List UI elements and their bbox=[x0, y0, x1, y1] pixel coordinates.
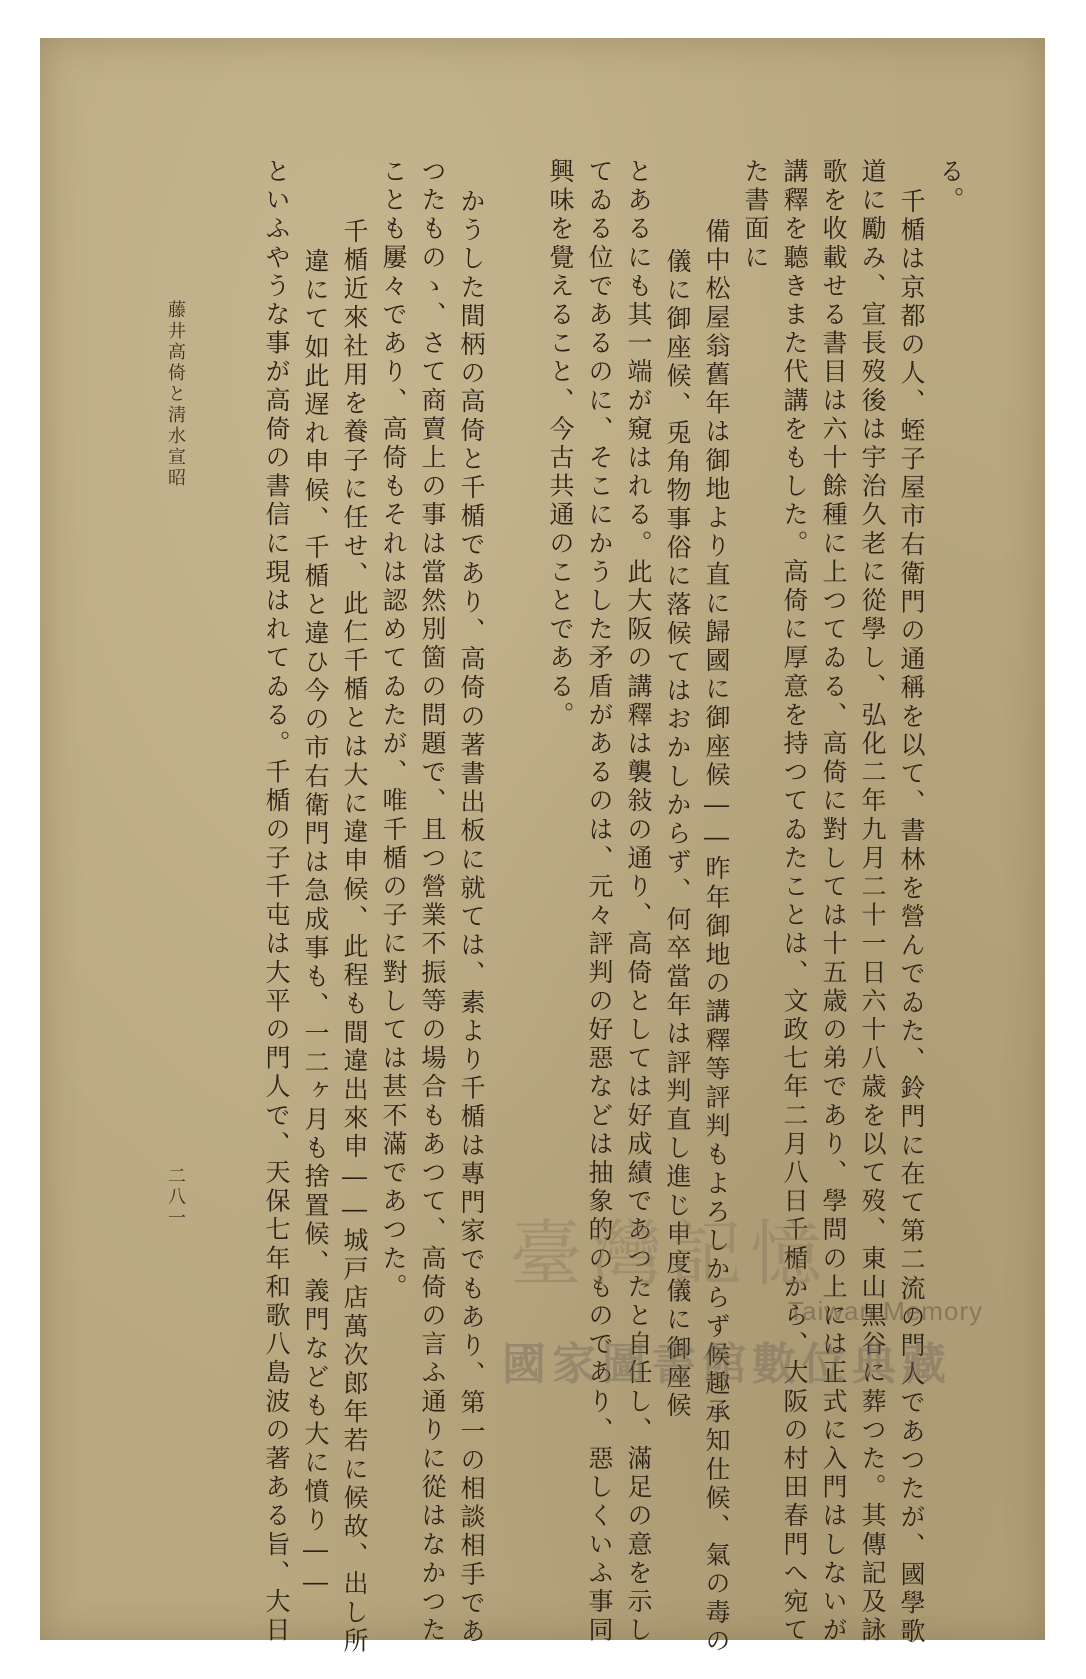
text-column: 歌を收載せる書目は六十餘種に上つてゐる、高倚に對しては十五歳の弟であり、學問の上には正式に入門はしないが bbox=[819, 158, 848, 1646]
watermark-english: Taiwan Memory bbox=[788, 1296, 984, 1326]
text-column: た書面に bbox=[741, 158, 770, 273]
text-column: 興味を覺えること、今古共通のことである。 bbox=[546, 158, 575, 730]
page-number: 二八一 bbox=[165, 1166, 186, 1229]
text-column: てゐる位であるのに、そこにかうした矛盾があるのは、元々評判の好惡などは抽象的のものであり、惡しくいふ事同 bbox=[585, 158, 614, 1646]
text-column: とあるにも其一端が窺はれる。此大阪の講釋は襲敍の通り、高倚としては好成績であつたと自任し、滿足の意を示し bbox=[624, 158, 653, 1646]
text-column: 違にて如此遅れ申候、千楯と違ひ今の市右衛門は急成事も、一二ヶ月も捨置候、義門なども大に憤り―― bbox=[301, 248, 330, 1601]
text-column: 道に勵み、宣長歿後は宇治久老に從學し、弘化二年九月二十一日六十八歳を以て歿、東山黒谷に葬つた。其傳記及詠 bbox=[858, 158, 887, 1646]
text-column: つたものゝ、さて商賣上の事は當然別箇の問題で、且つ營業不振等の場合もあつて、高倚の言ふ通りに從はなかつた bbox=[418, 158, 447, 1646]
text-column: 備中松屋翁舊年は御地より直に歸國に御座候――昨年御地の講釋等評判もよろしからず候趣承知仕候、氣の毒の bbox=[702, 218, 731, 1656]
running-title: 藤井高倚と淸水宣昭 bbox=[165, 300, 186, 489]
watermark-library: 國家圖書館數位典藏 bbox=[502, 1339, 952, 1390]
text-column: 儀に御座候、兎角物事俗に落候てはおかしからず、何卒當年は評判直し進じ申度儀に御座候 bbox=[663, 248, 692, 1421]
watermark-logo-text: 臺灣記憶 bbox=[510, 1212, 831, 1296]
book-page bbox=[40, 38, 1045, 1656]
text-column: 千楯は京都の人、蛭子屋市右衛門の通稱を以て、書林を營んでゐた、鈴門に在て第二流の門人であつたが、國學歌 bbox=[897, 188, 926, 1647]
text-column: 講釋を聽きまた代講をもした。高倚に厚意を持つてゐたことは、文政七年二月八日千楯から、大阪の村田春門へ宛て bbox=[780, 158, 809, 1646]
text-column: る。 bbox=[936, 158, 965, 216]
text-column: といふやうな事が高倚の書信に現はれてゐる。千楯の子千屯は大平の門人で、天保七年和歌八島波の著ある旨、大日 bbox=[262, 158, 291, 1646]
text-column: かうした間柄の高倚と千楯であり、高倚の著書出板に就ては、素より千楯は專門家でもあり、第一の相談相手であ bbox=[457, 188, 486, 1647]
text-column: 千楯近來社用を養子に任せ、此仁千楯とは大に違申候、此程も間違出來申――城戸店萬次郎年若に候故、出し所 bbox=[340, 218, 369, 1656]
text-column: ことも屢々であり、高倚もそれは認めてゐたが、唯千楯の子に對しては甚不滿であつた。 bbox=[379, 158, 408, 1302]
